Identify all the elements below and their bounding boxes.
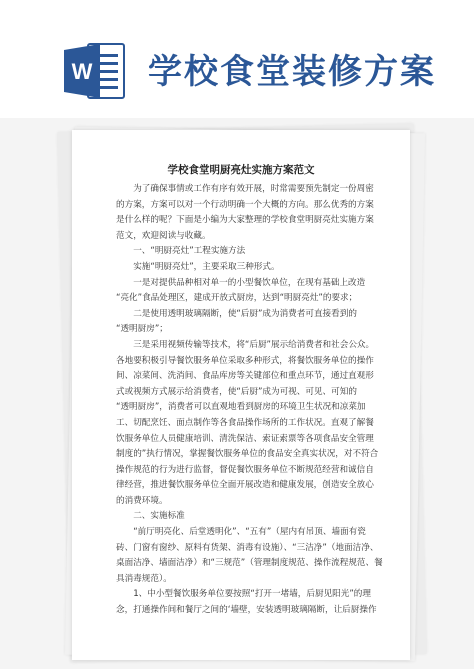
document-line: 式或视频方式展示给消费者，使“后厨”成为可视、可见、可知的 [116, 386, 357, 397]
document-line: 二、实施标准 [116, 511, 185, 522]
document-line: 三是采用视频传输等技术，将“后厨”展示给消费者和社会公众。 [116, 339, 375, 350]
document-line: 具消毒规范）。 [116, 573, 172, 584]
document-line: 为了确保事情或工作有序有效开展，时常需要预先制定一份周密 [116, 184, 374, 194]
document-line: 律经营，推进餐饮服务单位全面开展改造和健康发展，创造安全放心 [116, 480, 374, 491]
document-line: 是什么样的呢？下面是小编为大家整理的学校食堂明厨亮灶实施方案 [116, 215, 374, 226]
document-line: 1、中小型餐饮服务单位要按照“打开一堵墙，后厨见阳光”的理 [116, 589, 371, 600]
document-line: 二是使用透明玻璃隔断，使“后厨”成为消费者可直接看到的 [116, 308, 357, 319]
document-title: 学校食堂明厨亮灶实施方案范文 [167, 164, 315, 176]
document-line: 饮服务单位人员健康培训、清洗保洁、索证索票等各项食品安全管理 [116, 433, 374, 444]
document-line: “透明厨房”，消费者可以直观地看到厨房的环境卫生状况和凉菜加 [116, 402, 366, 413]
document-line: 工、切配烹饪、面点制作等各食品操作场所的工作状况。直观了解餐 [116, 417, 374, 428]
word-document-icon [62, 38, 128, 104]
document-line: 一是对提供品种相对单一的小型餐饮单位，在现有基础上改造 [116, 277, 366, 288]
document-body [116, 182, 383, 619]
document-line: 桌面洁净、墙面洁净）和“三规范”（管理制度规范、操作流程规范、餐 [116, 558, 383, 569]
document-line: 的消费环境。 [116, 495, 168, 506]
document-line: “亮化”食品处理区，建成开放式厨房，达到“明厨亮灶”的要求； [116, 293, 358, 304]
document-line: 的方案，方案可以对一个行动明确一个大概的方向。那么优秀的方案 [116, 199, 374, 210]
document-line: 砖、门窗有窗纱、原料有货架、消毒有设施）、“三洁净”（地面洁净、 [116, 542, 379, 553]
document-line: 各地要积极引导餐饮服务单位采取多种形式，将餐饮服务单位的操作 [116, 355, 374, 366]
document-line: “透明厨房”； [116, 324, 168, 335]
document-line: 念，打通操作间和餐厅之间的‘墙壁，安装透明玻璃隔断，让后厨操作 [116, 605, 377, 616]
document-line: 间、凉菜间、洗消间、食品库房等关键部位和重点环节，通过直观形 [116, 371, 374, 382]
document-page [72, 130, 410, 660]
document-line: 范文，欢迎阅读与收藏。 [116, 230, 211, 241]
page-title: 学校食堂装修方案 [148, 52, 436, 92]
document-line: “前厅明亮化、后堂透明化”、“五有”（屋内有吊顶、墙面有瓷 [116, 527, 366, 538]
document-line: 实施“明厨亮灶”，主要采取三种形式。 [116, 261, 280, 272]
document-line: 制度的”执行情况，掌握餐饮服务单位的食品安全真实状况，对不符合 [116, 449, 379, 460]
svg-text:W: W [71, 59, 93, 84]
document-line: 操作规范的行为进行监督，督促餐饮服务单位不断规范经营和诚信自 [116, 464, 374, 475]
document-line: 一、“明厨亮灶”工程实施方法 [116, 246, 246, 257]
header-banner [0, 0, 474, 118]
